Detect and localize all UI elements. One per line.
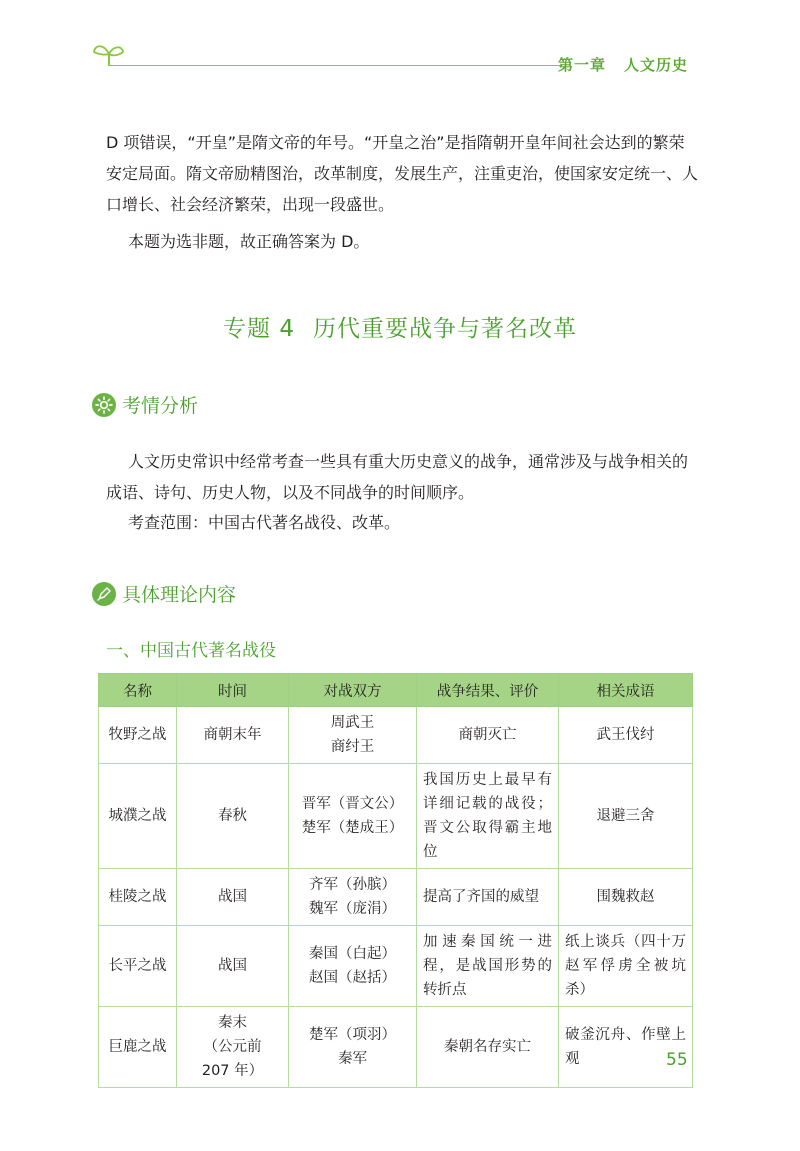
cell-result: 秦朝名存实亡 xyxy=(417,1007,559,1088)
cell-name: 长平之战 xyxy=(99,926,177,1007)
battles-subtitle: 一、中国古代著名战役 xyxy=(106,641,276,661)
table-row xyxy=(99,1007,693,1088)
table-row xyxy=(99,926,693,1007)
cell-idiom: 围魏救赵 xyxy=(559,869,693,926)
table-row xyxy=(99,869,693,926)
table-row xyxy=(99,707,693,764)
cell-sides: 秦国（白起） 赵国（赵括） xyxy=(289,926,417,1007)
sun-icon xyxy=(92,393,116,417)
cell-time: 战国 xyxy=(177,869,289,926)
analysis-paragraph: 人文历史常识中经常考查一些具有重大历史意义的战争，通常涉及与战争相关的成语、诗句、历史人物，以及不同战争的时间顺序。 xyxy=(106,452,689,502)
cell-name: 巨鹿之战 xyxy=(99,1007,177,1088)
answer-conclusion: 本题为选非题，故正确答案为 D。 xyxy=(128,232,370,251)
cell-result: 我国历史上最早有详细记载的战役；晋文公取得霸主地位 xyxy=(417,764,559,869)
cell-idiom: 武王伐纣 xyxy=(559,707,693,764)
cell-name: 桂陵之战 xyxy=(99,869,177,926)
table-header-row xyxy=(99,674,693,707)
cell-sides: 周武王 商纣王 xyxy=(289,707,417,764)
page-header xyxy=(92,38,702,78)
topic-label: 专题 4 xyxy=(223,316,295,342)
analysis-scope: 考查范围：中国古代著名战役、改革。 xyxy=(128,513,401,532)
cell-time: 秦末 （公元前 207 年） xyxy=(177,1007,289,1088)
header-sides: 对战双方 xyxy=(289,674,417,707)
cell-idiom: 纸上谈兵（四十万赵军俘虏全被坑杀） xyxy=(559,926,693,1007)
cell-idiom: 破釜沉舟、作壁上观 xyxy=(559,1007,693,1088)
page-number: 55 xyxy=(666,1050,688,1070)
chapter-title: 人文历史 xyxy=(623,56,688,74)
pen-icon xyxy=(92,582,116,606)
table-row xyxy=(99,764,693,869)
cell-sides: 晋军（晋文公） 楚军（楚成王） xyxy=(289,764,417,869)
analysis-heading-text: 考情分析 xyxy=(122,395,199,417)
cell-result: 商朝灭亡 xyxy=(417,707,559,764)
cell-result: 提高了齐国的威望 xyxy=(417,869,559,926)
cell-name: 城濮之战 xyxy=(99,764,177,869)
cell-time: 春秋 xyxy=(177,764,289,869)
topic-title xyxy=(0,310,800,343)
header-idiom: 相关成语 xyxy=(559,674,693,707)
cell-sides: 楚军（项羽） 秦军 xyxy=(289,1007,417,1088)
header-rule xyxy=(110,65,562,66)
chapter-number: 第一章 xyxy=(557,56,606,74)
topic-name: 历代重要战争与著名改革 xyxy=(312,316,577,342)
cell-result: 加速秦国统一进程，是战国形势的转折点 xyxy=(417,926,559,1007)
header-time: 时间 xyxy=(177,674,289,707)
cell-sides: 齐军（孙膑） 魏军（庞涓） xyxy=(289,869,417,926)
cell-idiom: 退避三舍 xyxy=(559,764,693,869)
chapter-tag xyxy=(558,54,688,75)
answer-paragraph: D 项错误，“开皇”是隋文帝的年号。“开皇之治”是指隋朝开皇年间社会达到的繁荣安定局面。隋文帝励精图治，改革制度，发展生产，注重吏治，使国家安定统一、人口增长、社会经济繁荣，出现一段盛世。 xyxy=(106,133,699,214)
content-heading-text: 具体理论内容 xyxy=(122,584,237,606)
cell-name: 牧野之战 xyxy=(99,707,177,764)
header-result: 战争结果、评价 xyxy=(417,674,559,707)
battles-table xyxy=(98,673,693,1088)
analysis-heading xyxy=(92,391,198,418)
cell-time: 商朝末年 xyxy=(177,707,289,764)
sprout-icon xyxy=(92,40,126,68)
cell-time: 战国 xyxy=(177,926,289,1007)
content-heading xyxy=(92,580,236,607)
header-name: 名称 xyxy=(99,674,177,707)
